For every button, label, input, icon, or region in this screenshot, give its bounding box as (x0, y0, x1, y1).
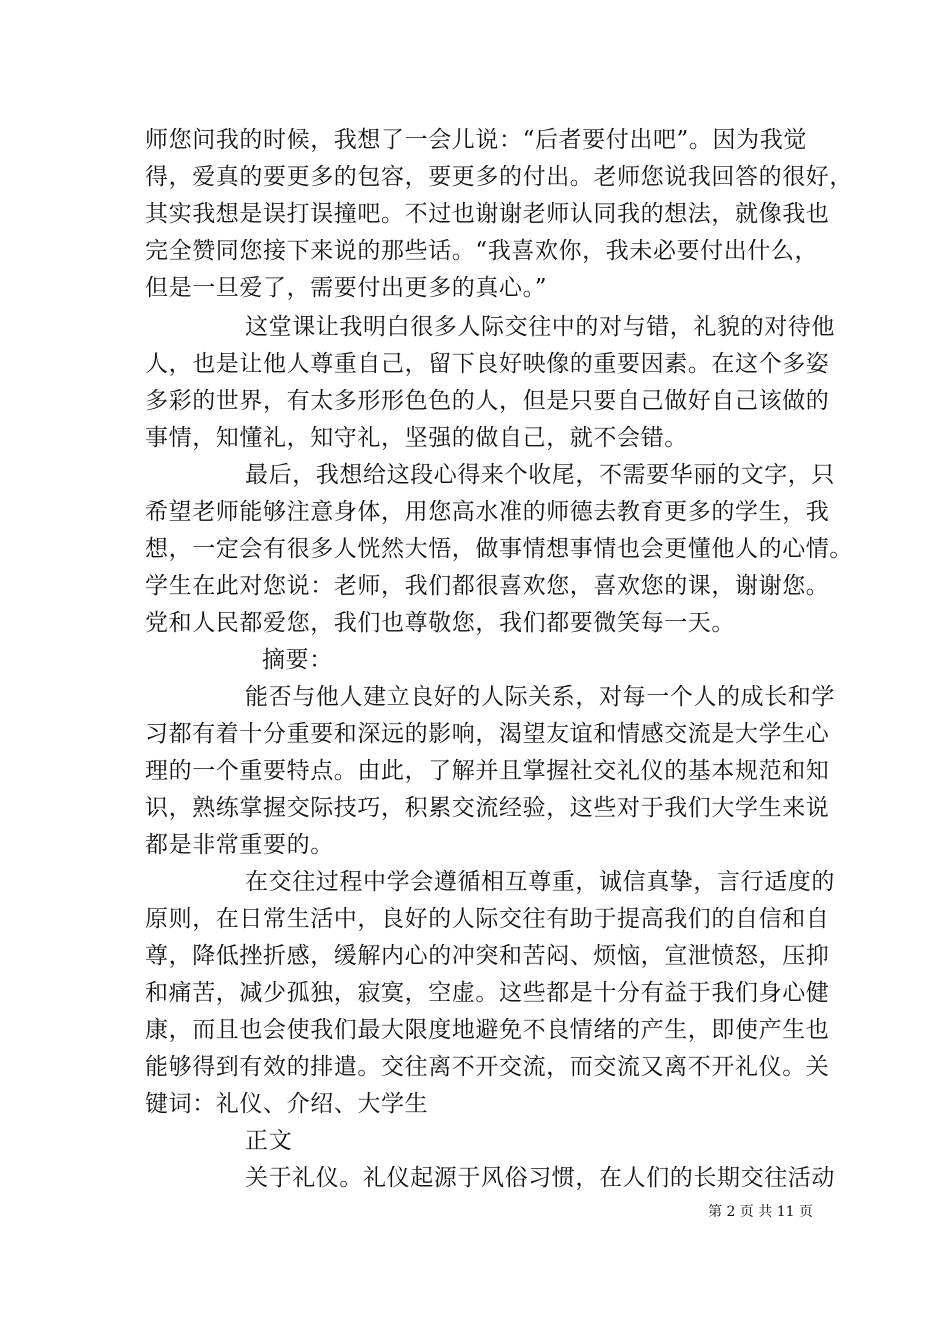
body-heading: 正文 (245, 1128, 293, 1154)
text-line: 党和人民都爱您，我们也尊敬您，我们都要微笑每一天。 (145, 610, 735, 636)
text-line: 在交往过程中学会遵循相互尊重，诚信真挚，言行适度的 (245, 869, 835, 895)
text-line: 最后，我想给这段心得来个收尾，不需要华丽的文字，只 (245, 462, 835, 488)
text-line: 理的一个重要特点。由此，了解并且掌握社交礼仪的基本规范和知 (145, 758, 830, 784)
text-line: 能否与他人建立良好的人际关系，对每一个人的成长和学 (245, 684, 835, 710)
keywords-line: 键词：礼仪、介绍、大学生 (145, 1091, 429, 1117)
text-line: 学生在此对您说：老师，我们都很喜欢您，喜欢您的课，谢谢您。 (145, 573, 830, 599)
text-line: 事情，知懂礼，知守礼，坚强的做自己，就不会错。 (145, 425, 688, 451)
text-line: 这堂课让我明白很多人际交往中的对与错，礼貌的对待他 (245, 314, 835, 340)
text-line: 都是非常重要的。 (145, 832, 334, 858)
text-line: 完全赞同您接下来说的那些话。“我喜欢你，我未必要付出什么， (145, 238, 819, 264)
text-line: 关于礼仪。礼仪起源于风俗习惯，在人们的长期交往活动 (245, 1165, 835, 1191)
text-line: 习都有着十分重要和深远的影响，渴望友谊和情感交流是大学生心 (145, 721, 830, 747)
text-line: 尊，降低挫折感，缓解内心的冲突和苦闷、烦恼，宣泄愤怒，压抑 (145, 943, 830, 969)
text-line: 人，也是让他人尊重自己，留下良好映像的重要因素。在这个多姿 (145, 351, 830, 377)
text-line: 多彩的世界，有太多形形色色的人，但是只要自己做好自己该做的 (145, 388, 830, 414)
text-line: 想，一定会有很多人恍然大悟，做事情想事情也会更懂他人的心情。 (145, 536, 853, 562)
text-line: 得，爱真的要更多的包容，要更多的付出。老师您说我回答的很好， (145, 164, 853, 190)
text-line: 其实我想是误打误撞吧。不过也谢谢老师认同我的想法，就像我也 (145, 201, 830, 227)
text-line: 师您问我的时候，我想了一会儿说：“后者要付出吧”。因为我觉 (145, 127, 807, 153)
text-line: 能够得到有效的排遣。交往离不开交流，而交流又离不开礼仪。关 (145, 1054, 830, 1080)
text-line: 希望老师能够注意身体，用您高水准的师德去教育更多的学生，我 (145, 499, 830, 525)
text-line: 但是一旦爱了，需要付出更多的真心。” (145, 275, 548, 301)
text-line: 识，熟练掌握交际技巧，积累交流经验，这些对于我们大学生来说 (145, 795, 830, 821)
text-line: 和痛苦，减少孤独，寂寞，空虚。这些都是十分有益于我们身心健 (145, 980, 830, 1006)
text-line: 原则，在日常生活中，良好的人际交往有助于提高我们的自信和自 (145, 906, 830, 932)
abstract-heading: 摘要： (262, 647, 333, 673)
text-line: 康，而且也会使我们最大限度地避免不良情绪的产生，即使产生也 (145, 1017, 830, 1043)
page-number-footer: 第 2 页 共 11 页 (708, 1204, 813, 1220)
